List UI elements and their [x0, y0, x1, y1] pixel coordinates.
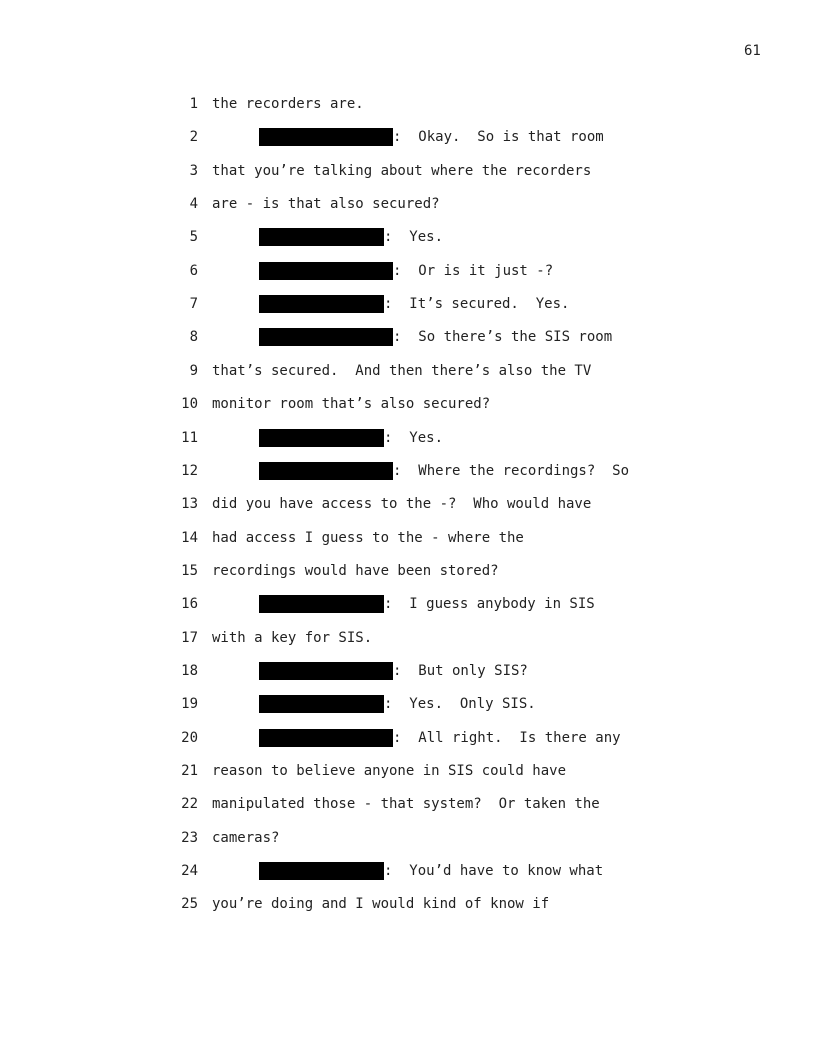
- transcript-line: [0, 794, 816, 814]
- line-text: monitor room that’s also secured?: [212, 396, 491, 413]
- transcript-line: [0, 194, 816, 214]
- transcript-line: [0, 561, 816, 581]
- transcript-line: [0, 728, 816, 748]
- speaker-line: [259, 661, 528, 681]
- transcript-line: [0, 361, 816, 381]
- transcript-line: [0, 594, 816, 614]
- line-number: 19: [181, 696, 198, 713]
- line-number: 2: [189, 129, 198, 146]
- transcript-line: [0, 628, 816, 648]
- transcript-line: [0, 828, 816, 848]
- line-text: recordings would have been stored?: [212, 562, 499, 579]
- line-text: you’re doing and I would kind of know if: [212, 896, 550, 913]
- line-number: 17: [181, 629, 198, 646]
- transcript-line: [0, 127, 816, 147]
- line-number: 4: [189, 196, 198, 213]
- transcript-line: [0, 94, 816, 114]
- line-text: : Okay. So is that room: [393, 129, 604, 146]
- line-text: : So there’s the SIS room: [393, 329, 613, 346]
- speaker-line: [259, 594, 595, 614]
- line-text: that’s secured. And then there’s also the TV: [212, 362, 592, 379]
- line-number: 21: [181, 763, 198, 779]
- redaction-bar: [259, 295, 384, 313]
- line-number: 5: [189, 229, 198, 246]
- line-number: 10: [181, 396, 198, 413]
- speaker-line: [259, 127, 604, 147]
- transcript-line: [0, 261, 816, 281]
- line-number: 16: [181, 596, 198, 613]
- line-number: 1: [189, 96, 198, 112]
- redaction-bar: [259, 328, 393, 346]
- line-number: 23: [181, 829, 198, 846]
- redaction-bar: [259, 695, 384, 713]
- speaker-line: [259, 428, 443, 448]
- transcript-line: [0, 327, 816, 347]
- redaction-bar: [259, 595, 384, 613]
- line-number: 13: [181, 496, 198, 513]
- line-number: 18: [181, 662, 198, 679]
- transcript-line: [0, 227, 816, 247]
- redaction-bar: [259, 462, 393, 480]
- speaker-line: [259, 227, 443, 247]
- redaction-bar: [259, 262, 393, 280]
- transcript-line: [0, 461, 816, 481]
- line-number: 11: [181, 429, 198, 446]
- line-text: : But only SIS?: [393, 662, 528, 679]
- line-text: are - is that also secured?: [212, 196, 440, 213]
- transcript-line: [0, 428, 816, 448]
- line-number: 3: [189, 162, 198, 179]
- speaker-line: [259, 294, 569, 314]
- speaker-line: [259, 261, 553, 281]
- line-text: : Where the recordings? So: [393, 462, 630, 479]
- line-number: 24: [181, 863, 198, 880]
- line-number: 6: [189, 262, 198, 279]
- redaction-bar: [259, 662, 393, 680]
- line-text: manipulated those - that system? Or taken the: [212, 796, 600, 813]
- line-number: 22: [181, 796, 198, 813]
- transcript-line: [0, 494, 816, 514]
- speaker-line: [259, 461, 629, 481]
- line-text: had access I guess to the - where the: [212, 529, 524, 546]
- line-text: cameras?: [212, 829, 280, 846]
- line-text: : Or is it just -?: [393, 262, 554, 279]
- transcript-line: [0, 894, 816, 914]
- redaction-bar: [259, 729, 393, 747]
- line-text: reason to believe anyone in SIS could have: [212, 763, 567, 779]
- transcript-line: [0, 294, 816, 314]
- line-number: 8: [189, 329, 198, 346]
- line-text: : Yes. Only SIS.: [384, 696, 536, 713]
- line-number: 14: [181, 529, 198, 546]
- redaction-bar: [259, 128, 393, 146]
- line-number: 7: [189, 296, 198, 313]
- redaction-bar: [259, 862, 384, 880]
- speaker-line: [259, 327, 612, 347]
- line-text: did you have access to the -? Who would have: [212, 496, 592, 513]
- line-number: 25: [181, 896, 198, 913]
- line-number: 20: [181, 729, 198, 746]
- speaker-line: [259, 694, 536, 714]
- line-number: 12: [181, 462, 198, 479]
- line-text: : Yes.: [384, 429, 444, 446]
- redaction-bar: [259, 228, 384, 246]
- transcript-line: [0, 528, 816, 548]
- line-number: 9: [189, 362, 198, 379]
- redaction-bar: [259, 429, 384, 447]
- line-text: : I guess anybody in SIS: [384, 596, 595, 613]
- transcript-line: [0, 161, 816, 181]
- line-number: 15: [181, 562, 198, 579]
- line-text: : It’s secured. Yes.: [384, 296, 570, 313]
- speaker-line: [259, 728, 621, 748]
- line-text: that you’re talking about where the recorders: [212, 162, 592, 179]
- line-text: : All right. Is there any: [393, 729, 621, 746]
- transcript-line: [0, 761, 816, 781]
- transcript-line: [0, 661, 816, 681]
- line-text: with a key for SIS.: [212, 629, 373, 646]
- line-text: : Yes.: [384, 229, 444, 246]
- transcript-line: [0, 861, 816, 881]
- transcript-line: [0, 394, 816, 414]
- transcript-line: [0, 694, 816, 714]
- line-text: the recorders are.: [212, 96, 364, 112]
- speaker-line: [259, 861, 603, 881]
- line-text: : You’d have to know what: [384, 863, 604, 880]
- page-number: 61: [744, 43, 761, 59]
